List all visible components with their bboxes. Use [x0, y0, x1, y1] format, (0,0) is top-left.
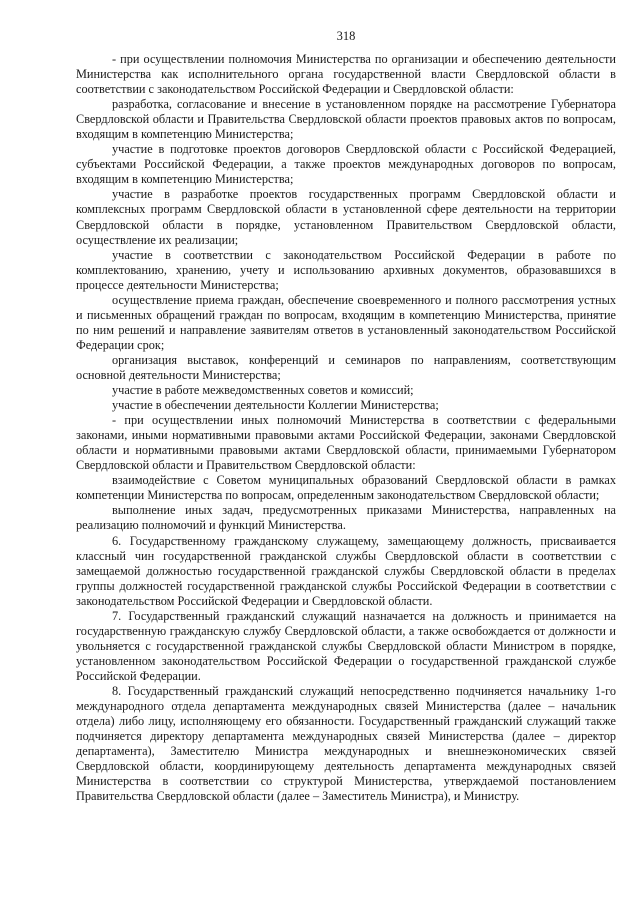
- paragraph-councils: участие в работе межведомственных советов и комиссий;: [112, 383, 414, 398]
- paragraph-programs: участие в разработке проектов государственных программ Свердловской области и комплексных программ Свердловской области в установленной сфере деятельности на территории Свердловской области в порядке, установленном Правительством Свердловской области, осуществление их реализации;: [76, 187, 616, 247]
- paragraph-exhibitions: организация выставок, конференций и семинаров по направлениям, соответствующим основной деятельности Министерства;: [76, 352, 616, 382]
- paragraph-section-7: 7. Государственный гражданский служащий назначается на должность и принимается на государственную гражданскую службу Свердловской области, а также освобождается от должности и увольняется с государственной гражданской службы Свердловской области Министром в порядке, установленном законодательством Российской Федерации о государственной гражданской службе Российской Федерации.: [76, 608, 616, 683]
- paragraph-organization-powers: - при осуществлении полномочия Министерства по организации и обеспечению деятельности Министерства как исполнительного органа государственной власти Свердловской области в соответствии с законодательством Российской Федерации и Свердловской области:: [76, 52, 616, 97]
- paragraph-legal-acts: разработка, согласование и внесение в установленном порядке на рассмотрение Губернатора Свердловской области и Правительства Свердловской области проектов правовых актов по вопросам, входящим в компетенцию Министерства;: [76, 97, 616, 142]
- paragraph-collegium: участие в обеспечении деятельности Коллегии Министерства;: [112, 398, 439, 413]
- paragraph-municipal-council: взаимодействие с Советом муниципальных образований Свердловской области в рамках компетенции Министерства по вопросам, определенным законодательством Свердловской области;: [76, 473, 616, 503]
- paragraph-archives: участие в соответствии с законодательством Российской Федерации в работе по комплектованию, хранению, учету и использованию архивных документов, образовавшихся в процессе деятельности Министерства;: [76, 247, 616, 292]
- page-number: 318: [336, 29, 356, 43]
- document-page: [76, 28, 616, 804]
- paragraph-other-powers: - при осуществлении иных полномочий Министерства в соответствии с федеральными законами, иными нормативными правовыми актами Российской Федерации, законами Свердловской области и нормативными правовыми актами Свердловской области, принимаемыми Губернатором Свердловской области и Правительством Свердловской области:: [76, 413, 616, 473]
- paragraph-other-tasks: выполнение иных задач, предусмотренных приказами Министерства, направленных на реализацию полномочий и функций Министерства.: [76, 503, 616, 533]
- paragraph-treaties: участие в подготовке проектов договоров Свердловской области с Российской Федерацией, субъектами Российской Федерации, а также проектов международных договоров по вопросам, входящим в компетенцию Министерства;: [76, 142, 616, 187]
- paragraph-section-8: 8. Государственный гражданский служащий непосредственно подчиняется начальнику 1-го международного отдела департамента международных связей Министерства (далее – начальник отдела) либо лицу, исполняющему его обязанности. Государственный гражданский служащий также подчиняется директору департамента международных связей Министерства (далее – директор департамента), Заместителю Министра международных и внешнеэкономических связей Свердловской области, координирующему деятельность департамента международных связей Министерства в соответствии со структурой Министерства, утверждаемой постановлением Правительства Свердловской области (далее – Заместитель Министра), и Министру.: [76, 683, 616, 804]
- paragraph-citizen-appeals: осуществление приема граждан, обеспечение своевременного и полного рассмотрения устных и письменных обращений граждан по вопросам, входящим в компетенцию Министерства, принятие по ним решений и направление заявителям ответов в установленный законодательством Российской Федерации срок;: [76, 292, 616, 352]
- paragraph-section-6: 6. Государственному гражданскому служащему, замещающему должность, присваивается классный чин государственной гражданской службы Свердловской области в соответствии с замещаемой должностью государственной гражданской службы Свердловской области в пределах группы должностей государственной гражданской службы Российской Федерации в соответствии с законодательством Российской Федерации и Свердловской области.: [76, 533, 616, 608]
